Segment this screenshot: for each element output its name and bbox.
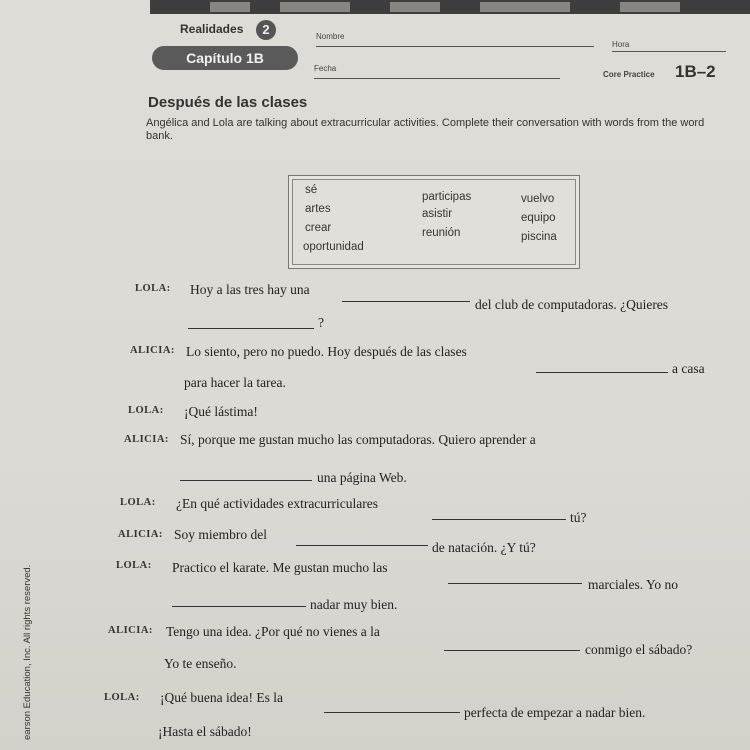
copyright-side-text: earson Education, Inc. All rights reserved.: [22, 564, 33, 740]
word-bank-item: equipo: [521, 212, 556, 224]
dialogue-text: perfecta de empezar a nadar bien.: [464, 705, 646, 720]
word-bank-item: sé: [305, 184, 318, 196]
word-bank-item: participas: [422, 191, 472, 203]
dialogue-text: Yo te enseño.: [164, 656, 237, 671]
dialogue-text: ¡Hasta el sábado!: [158, 724, 252, 739]
dialogue-text: de natación. ¿Y tú?: [432, 540, 536, 555]
word-bank-item: vuelvo: [521, 193, 555, 205]
answer-blank[interactable]: [444, 650, 580, 651]
speaker-label: LOLA:: [128, 405, 164, 416]
answer-blank[interactable]: [172, 606, 306, 607]
dialogue-text: Hoy a las tres hay una: [190, 282, 310, 297]
word-bank-item: piscina: [521, 231, 557, 243]
answer-blank[interactable]: [432, 519, 566, 520]
answer-blank[interactable]: [324, 712, 460, 713]
nombre-field-line[interactable]: [316, 46, 594, 47]
dialogue-text: ¿En qué actividades extracurriculares: [176, 496, 379, 511]
instructions: Angélica and Lola are talking about extracurricular activities. Complete their conversation with words from the word bank.: [146, 117, 705, 142]
answer-blank[interactable]: [180, 480, 312, 481]
speaker-label: ALICIA:: [108, 625, 153, 636]
dialogue-text: a casa: [672, 361, 705, 376]
word-bank-item: asistir: [422, 208, 453, 220]
dialogue-text: ¡Qué buena idea! Es la: [160, 690, 283, 705]
fecha-field-line[interactable]: [314, 78, 560, 79]
dialogue-text: Tengo una idea. ¿Por qué no vienes a la: [166, 624, 380, 639]
dialogue-text: nadar muy bien.: [310, 597, 398, 612]
answer-blank[interactable]: [536, 372, 668, 373]
hora-field-line[interactable]: [612, 51, 726, 52]
dialogue-text: Lo siento, pero no puedo. Hoy después de las clases: [186, 344, 467, 359]
answer-blank[interactable]: [188, 328, 314, 329]
word-bank-item: crear: [305, 222, 332, 234]
dialogue-text: ?: [318, 315, 324, 330]
word-bank: [288, 175, 580, 269]
core-practice-id: 1B–2: [675, 62, 716, 81]
speaker-label: LOLA:: [135, 283, 171, 294]
speaker-label: ALICIA:: [124, 434, 169, 445]
dialogue-text: una página Web.: [317, 470, 407, 485]
activity-title: Después de las clases: [148, 94, 308, 111]
word-bank-item: artes: [305, 203, 331, 215]
answer-blank[interactable]: [342, 301, 470, 302]
dialogue-text: marciales. Yo no: [588, 577, 678, 592]
dialogue-text: del club de computadoras. ¿Quieres: [475, 297, 669, 312]
decorative-top-band: [150, 0, 750, 14]
dialogue-text: Sí, porque me gustan mucho las computadoras. Quiero aprender a: [180, 432, 536, 447]
hora-label: Hora: [612, 40, 630, 49]
nombre-label: Nombre: [316, 32, 345, 41]
speaker-label: ALICIA:: [130, 345, 175, 356]
answer-blank[interactable]: [296, 545, 428, 546]
series-number-badge: 2: [256, 20, 276, 40]
dialogue-text: Soy miembro del: [174, 527, 267, 542]
chapter-badge: Capítulo 1B: [152, 46, 298, 70]
word-bank-item: reunión: [422, 227, 461, 239]
answer-blank[interactable]: [448, 583, 582, 584]
dialogue-text: Practico el karate. Me gustan mucho las: [172, 560, 388, 575]
dialogue-text: tú?: [570, 510, 587, 525]
dialogue-text: ¡Qué lástima!: [184, 404, 258, 419]
series-name: Realidades: [180, 22, 244, 36]
dialogue-text: conmigo el sábado?: [585, 642, 693, 657]
speaker-label: LOLA:: [116, 560, 152, 571]
speaker-label: LOLA:: [120, 497, 156, 508]
speaker-label: ALICIA:: [118, 529, 163, 540]
speaker-label: LOLA:: [104, 692, 140, 703]
core-practice-label: Core Practice: [603, 70, 655, 79]
word-bank-item: oportunidad: [303, 241, 364, 253]
fecha-label: Fecha: [314, 64, 337, 73]
dialogue-text: para hacer la tarea.: [184, 375, 286, 390]
